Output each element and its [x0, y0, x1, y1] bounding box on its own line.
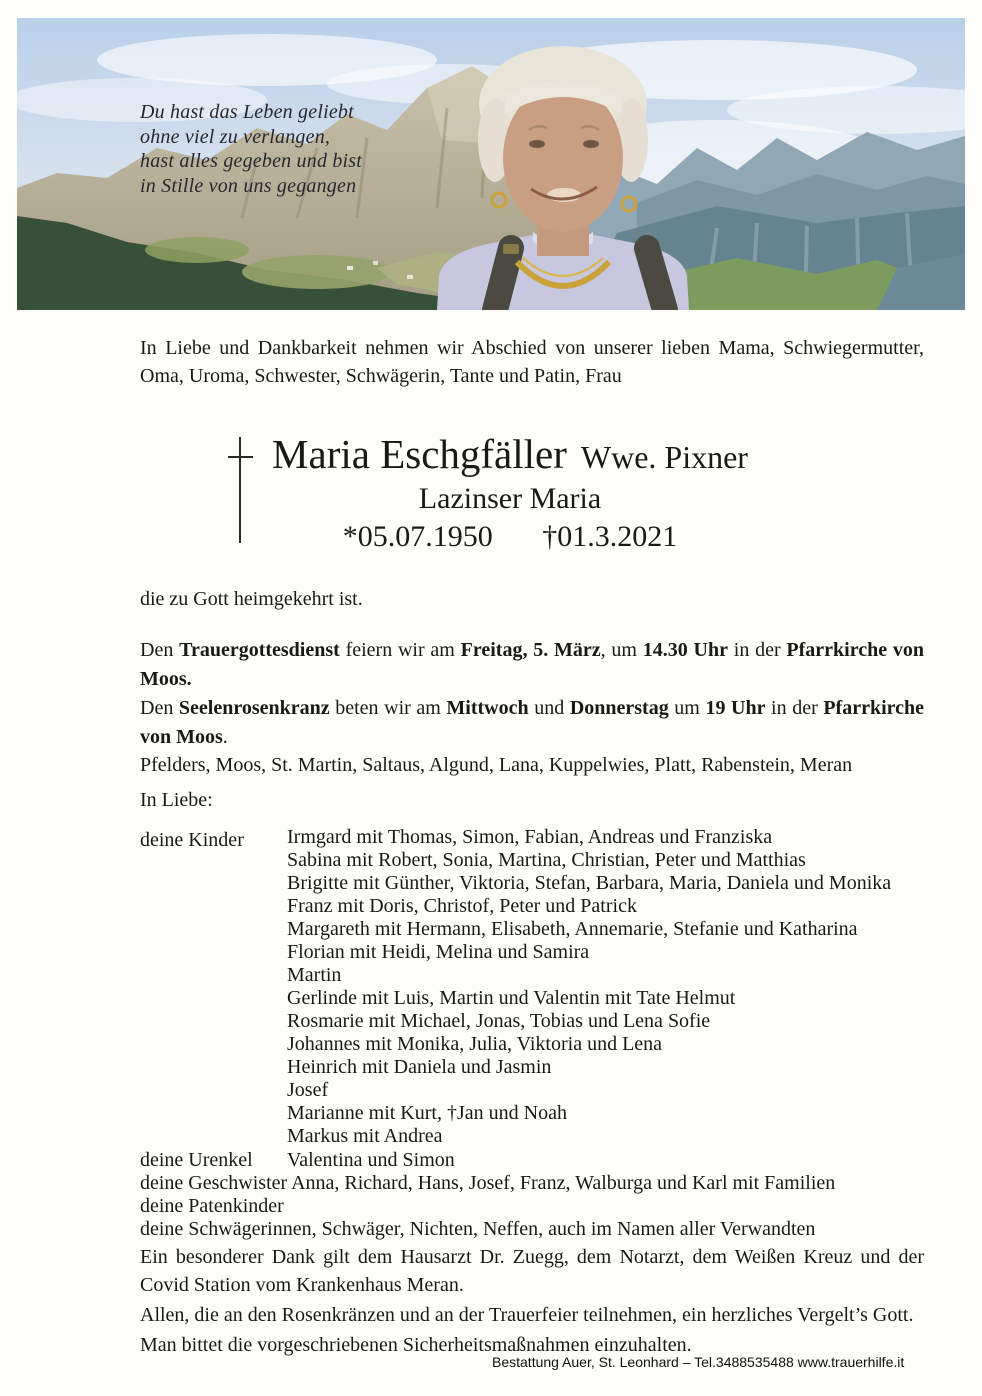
list-item: Martin [287, 964, 342, 986]
deceased-name-line [140, 430, 880, 488]
death-date: †01.3.2021 [542, 520, 678, 553]
list-item: Heinrich mit Daniela und Jasmin [287, 1056, 552, 1078]
text-segment: 19 Uhr [705, 697, 766, 719]
great-grandchildren-label: deine Urenkel [140, 1149, 253, 1171]
text-segment: Trauergottesdienst [179, 639, 340, 661]
text-segment: Pfarrkirche von Moos. [140, 639, 925, 690]
life-dates [140, 518, 880, 556]
places-line: Pfelders, Moos, St. Martin, Saltaus, Algund, Lana, Kuppelwies, Platt, Rabenstein, Meran [140, 754, 853, 776]
siblings-line: deine Geschwister Anna, Richard, Hans, Josef, Franz, Walburga und Karl mit Familien [140, 1172, 836, 1194]
returned-line: die zu Gott heimgekehrt ist. [140, 588, 363, 610]
intro-paragraph: In Liebe und Dankbarkeit nehmen wir Abschied von unserer lieben Mama, Schwiegermutter, Oma, Uroma, Schwester, Schwägerin, Tante und Patin, Frau [140, 337, 924, 387]
text-segment: . [222, 726, 228, 748]
text-segment: beten wir am [329, 697, 447, 719]
thanks-paragraph: Ein besonderer Dank gilt dem Hausarzt Dr. Zuegg, dem Notarzt, dem Weißen Kreuz und der Covid Station vom Krankenhaus Meran. [140, 1246, 924, 1296]
text-segment: Donnerstag [569, 697, 669, 719]
list-item: Gerlinde mit Luis, Martin und Valentin mit Tate Helmut [287, 987, 736, 1009]
list-item: Margareth mit Hermann, Elisabeth, Annemarie, Stefanie und Katharina [287, 918, 858, 940]
list-item: Sabina mit Robert, Sonia, Martina, Christian, Peter und Matthias [287, 849, 806, 871]
list-item: Irmgard mit Thomas, Simon, Fabian, Andreas und Franziska [287, 826, 773, 848]
text-segment: in der [727, 639, 787, 661]
rosary-paragraph [140, 694, 924, 752]
safety-rules-line: Man bittet die vorgeschriebenen Sicherheitsmaßnahmen einzuhalten. [140, 1334, 692, 1356]
list-item: Brigitte mit Günther, Viktoria, Stefan, Barbara, Maria, Daniela und Monika [287, 872, 892, 894]
text-segment: Den [140, 697, 179, 719]
list-item: Markus mit Andrea [287, 1125, 443, 1147]
list-item: Johannes mit Monika, Julia, Viktoria und Lena [287, 1033, 663, 1055]
children-label: deine Kinder [140, 829, 244, 851]
deceased-name-suffix: Wwe. Pixner [580, 439, 748, 475]
list-item: Marianne mit Kurt, †Jan und Noah [287, 1102, 567, 1124]
text-segment: um [668, 697, 706, 719]
poem-line: hast alles gegeben und bist [140, 150, 363, 172]
text-segment: in der [765, 697, 824, 719]
text-segment: Freitag, 5. März [460, 639, 601, 661]
attendance-line: Allen, die an den Rosenkränzen und an der Trauerfeier teilnehmen, ein herzliches Vergelt’s Gott. [140, 1304, 914, 1326]
text-segment: und [528, 697, 570, 719]
poem-line: Du hast das Leben geliebt [140, 101, 354, 123]
funeral-home-footer: Bestattung Auer, St. Leonhard – Tel.3488535488 www.trauerhilfe.it [492, 1354, 905, 1370]
in-liebe-line: In Liebe: [140, 789, 213, 811]
deceased-alias: Lazinser Maria [418, 482, 602, 515]
list-item: Josef [287, 1079, 329, 1101]
text-segment: Pfarrkirche von Moos [140, 697, 925, 748]
memorial-poem [140, 100, 540, 198]
list-item: Rosmarie mit Michael, Jonas, Tobias und Lena Sofie [287, 1010, 711, 1032]
children-list [287, 826, 947, 1148]
list-item: Florian mit Heidi, Melina und Samira [287, 941, 590, 963]
text-segment: Mittwoch [446, 697, 529, 719]
text-segment: 14.30 Uhr [642, 639, 728, 661]
poem-line: ohne viel zu verlangen, [140, 125, 331, 148]
godchildren-line: deine Patenkinder [140, 1195, 284, 1217]
text-segment: Seelenrosenkranz [178, 697, 330, 719]
great-grandchildren-value: Valentina und Simon [287, 1149, 455, 1171]
text-segment: Den [140, 639, 180, 661]
list-item: Franz mit Doris, Christof, Peter und Patrick [287, 895, 637, 917]
deceased-name: Maria Eschgfäller [272, 431, 567, 477]
text-segment: feiern wir am [339, 639, 461, 661]
in-laws-line: deine Schwägerinnen, Schwäger, Nichten, Neffen, auch im Namen aller Verwandten [140, 1218, 816, 1240]
poem-line: in Stille von uns gegangen [140, 174, 357, 197]
text-segment: , um [600, 639, 643, 661]
birth-date: *05.07.1950 [342, 520, 493, 553]
funeral-service-paragraph [140, 636, 924, 694]
